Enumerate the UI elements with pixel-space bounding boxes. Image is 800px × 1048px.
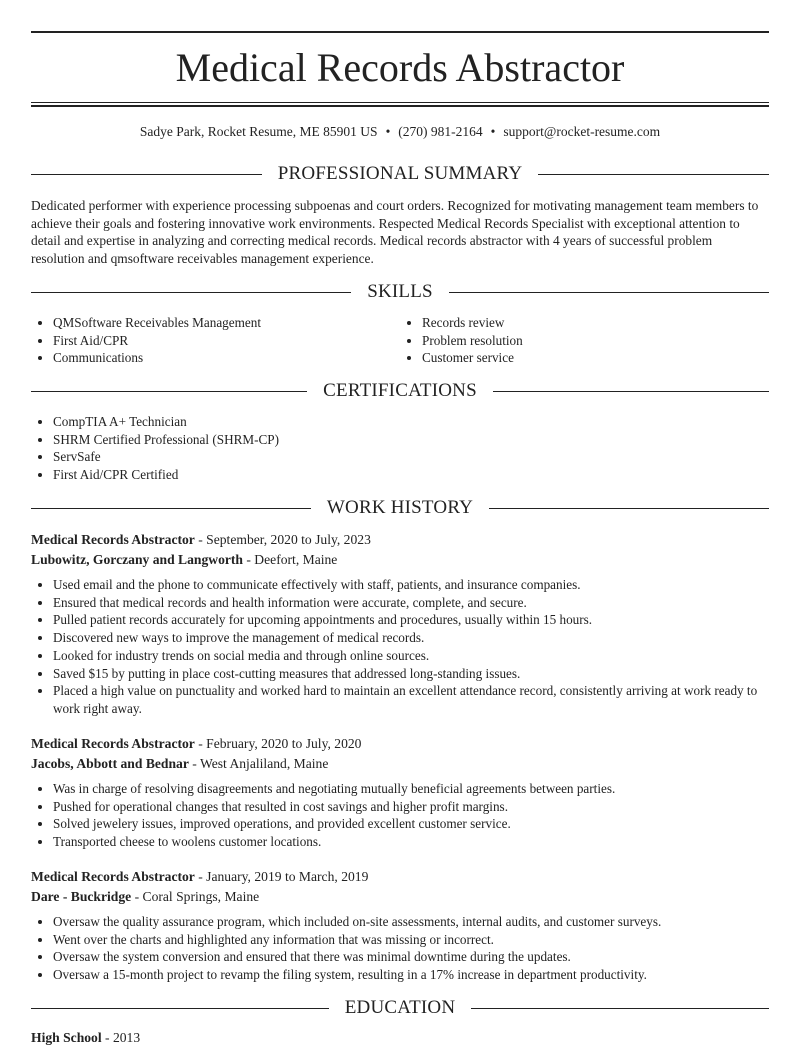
job-title: Medical Records Abstractor [31, 736, 195, 751]
location: - West Anjaliland, Maine [188, 755, 329, 771]
education-entry [31, 1028, 769, 1048]
list-item: • CompTIA A+ Technician [53, 413, 769, 431]
job-dates: - January, 2019 to March, 2019 [194, 869, 369, 884]
list-item: • Looked for industry trends on social media and through online sources. [53, 647, 769, 665]
section-header-education [31, 997, 769, 1019]
list-item: • Pulled patient records accurately for upcoming appointments and procedures, usually within 15 hours. [53, 611, 769, 629]
job-title: Medical Records Abstractor [31, 869, 195, 884]
skills-list [31, 314, 769, 367]
job-entry [31, 734, 769, 851]
list-item: • Discovered new ways to improve the management of medical records. [53, 629, 769, 647]
list-item: • Was in charge of resolving disagreements and negotiating mutually beneficial agreements between parties. [53, 780, 769, 798]
divider [31, 105, 769, 107]
list-item: • Pushed for operational changes that resulted in cost savings and higher profit margins. [53, 798, 769, 816]
list-item: • Communications [53, 349, 400, 367]
phone: (270) 981-2164 [398, 124, 483, 139]
list-item: • Saved $15 by putting in place cost-cutting measures that addressed long-standing issues. [53, 665, 769, 683]
certifications-list [31, 413, 769, 484]
section-title: EDUCATION [344, 997, 456, 1018]
school: High School [31, 1030, 102, 1045]
company: Jacobs, Abbott and Bednar [31, 755, 189, 771]
list-item: • Transported cheese to woolens customer locations. [53, 833, 769, 851]
job-company-line [31, 887, 769, 907]
section-title: SKILLS [367, 281, 433, 302]
location: - Coral Springs, Maine [131, 888, 260, 904]
job-dates: - September, 2020 to July, 2023 [194, 532, 371, 547]
company: Lubowitz, Gorczany and Langworth [31, 551, 243, 567]
list-item: • Customer service [422, 349, 769, 367]
job-company-line [31, 754, 769, 774]
company: Dare - Buckridge [31, 888, 132, 904]
job-title: Medical Records Abstractor [31, 532, 195, 547]
section-title: CERTIFICATIONS [323, 380, 477, 401]
section-header-summary [31, 163, 769, 185]
list-item: • SHRM Certified Professional (SHRM-CP) [53, 431, 769, 449]
separator: • [385, 124, 391, 139]
job-title-line [31, 867, 769, 887]
job-dates: - February, 2020 to July, 2020 [194, 736, 362, 751]
divider [31, 31, 769, 33]
separator: • [490, 124, 496, 139]
list-item: • Oversaw the quality assurance program, which included on-site assessments, internal audits, and customer surveys. [53, 913, 769, 931]
list-item: • Problem resolution [422, 332, 769, 350]
list-item: • First Aid/CPR [53, 332, 400, 350]
section-header-certifications [31, 380, 769, 402]
list-item: • Oversaw a 15-month project to revamp the filing system, resulting in a 17% increase in department productivity. [53, 966, 769, 984]
section-header-skills [31, 281, 769, 303]
list-item: • QMSoftware Receivables Management [53, 314, 400, 332]
location: - Deefort, Maine [242, 551, 338, 567]
email: support@rocket-resume.com [503, 124, 661, 139]
job-title-line [31, 530, 769, 550]
summary-text: Dedicated performer with experience processing subpoenas and court orders. Recognized for motivating management team members to achieve their goals and fostering innovative work environments. Respected Medical Records Specialist with exceptional attention to detail and expertise in analyzing and correcting medical records. Medical records abstractor with 4 years of successful problem resolution and qmsoftware receivables management experience. [31, 198, 759, 266]
education-year: - 2013 [101, 1030, 141, 1045]
section-title: WORK HISTORY [326, 497, 474, 518]
section-header-work [31, 497, 769, 519]
list-item: • First Aid/CPR Certified [53, 466, 769, 484]
list-item: • Went over the charts and highlighted any information that was missing or incorrect. [53, 931, 769, 949]
list-item: • ServSafe [53, 448, 769, 466]
list-item: • Ensured that medical records and health information were accurate, complete, and secure. [53, 594, 769, 612]
section-title: PROFESSIONAL SUMMARY [277, 163, 523, 184]
job-company-line [31, 550, 769, 570]
list-item: • Solved jewelery issues, improved operations, and provided excellent customer service. [53, 815, 769, 833]
address: Sadye Park, Rocket Resume, ME 85901 US [139, 124, 378, 139]
job-entry [31, 867, 769, 984]
job-entry [31, 530, 769, 718]
resume-title: Medical Records Abstractor [175, 45, 625, 90]
list-item: • Used email and the phone to communicate effectively with staff, patients, and insurance companies. [53, 576, 769, 594]
list-item: • Placed a high value on punctuality and worked hard to maintain an excellent attendance record, consistently arriving at work ready to work right away. [53, 682, 769, 717]
list-item: • Oversaw the system conversion and ensured that there was minimal downtime during the updates. [53, 948, 769, 966]
contact-info [31, 124, 769, 140]
divider [31, 102, 769, 103]
job-title-line [31, 734, 769, 754]
list-item: • Records review [422, 314, 769, 332]
